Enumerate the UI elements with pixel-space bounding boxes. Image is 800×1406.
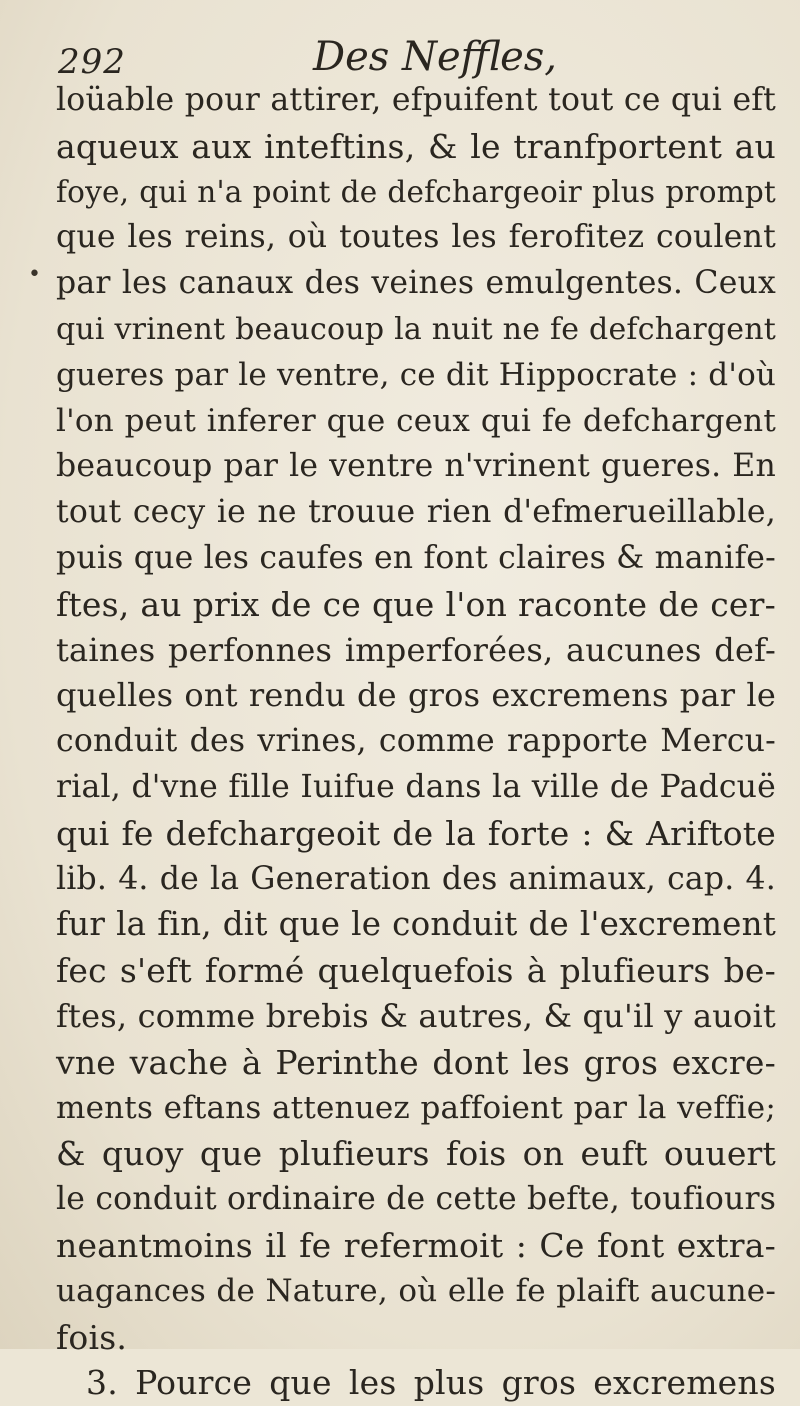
text-line: tout cecy ie ne trouue rien d'efmerueillable, — [56, 494, 776, 531]
text-line: & quoy que plufieurs fois on euft ouuert — [56, 1134, 776, 1174]
page-number: 292 — [58, 42, 126, 82]
text-line: neantmoins il fe refermoit : Ce font extra- — [56, 1225, 776, 1265]
text-line: fois. — [56, 1317, 128, 1357]
margin-mark: • — [28, 262, 41, 287]
running-title: Des Neffles, — [313, 34, 558, 80]
text-line: que les reins, où toutes les ferofitez coulent — [56, 219, 776, 256]
text-line: par les canaux des veines emulgentes. Ceux — [56, 265, 776, 302]
text-line: beaucoup par le ventre n'vrinent gueres. En — [56, 448, 776, 485]
text-line: taines perfonnes imperforées, aucunes def- — [56, 630, 776, 669]
text-line: fec s'eft formé quelquefois à plufieurs be- — [56, 951, 776, 991]
text-line: conduit des vrines, comme rapporte Mercu- — [56, 723, 776, 760]
text-line: ftes, au prix de ce que l'on raconte de cer- — [56, 584, 776, 624]
text-line: uagances de Nature, où elle fe plaift aucune- — [56, 1272, 776, 1309]
text-line: rial, d'vne fille Iuifue dans la ville de Padcuë — [56, 768, 776, 805]
text-line: qui vrinent beaucoup la nuit ne fe defchargent — [56, 311, 776, 347]
text-line: foye, qui n'a point de defchargeoir plus prompt — [56, 174, 776, 209]
text-line: puis que les caufes en font claires & manife- — [56, 539, 776, 576]
text-line: l'on peut inferer que ceux qui fe defchargent — [56, 402, 776, 439]
text-line: ments eftans attenuez paffoient par la veffie; — [56, 1089, 776, 1126]
text-line: gueres par le ventre, ce dit Hippocrate : d'où — [56, 356, 777, 393]
body-text — [56, 78, 776, 1406]
text-line: fur la fin, dit que le conduit de l'excrement — [56, 905, 776, 944]
text-line: ftes, comme brebis & autres, & qu'il y auoit — [56, 996, 776, 1035]
text-line: aqueux aux inteftins, & le tranfportent au — [56, 126, 776, 166]
text-line: quelles ont rendu de gros excremens par le — [56, 676, 776, 715]
text-line: le conduit ordinaire de cette befte, toufiours — [56, 1181, 777, 1218]
text-line-paragraph-start: 3. Pource que les plus gros excremens — [86, 1363, 776, 1403]
text-line: loüable pour attirer, efpuifent tout ce qui eft — [56, 82, 776, 118]
text-line: lib. 4. de la Generation des animaux, cap. 4. — [56, 860, 776, 897]
text-line: vne vache à Perinthe dont les gros excre- — [56, 1042, 776, 1082]
text-line: qui fe defchargeoit de la forte : & Ariftote — [56, 813, 776, 853]
